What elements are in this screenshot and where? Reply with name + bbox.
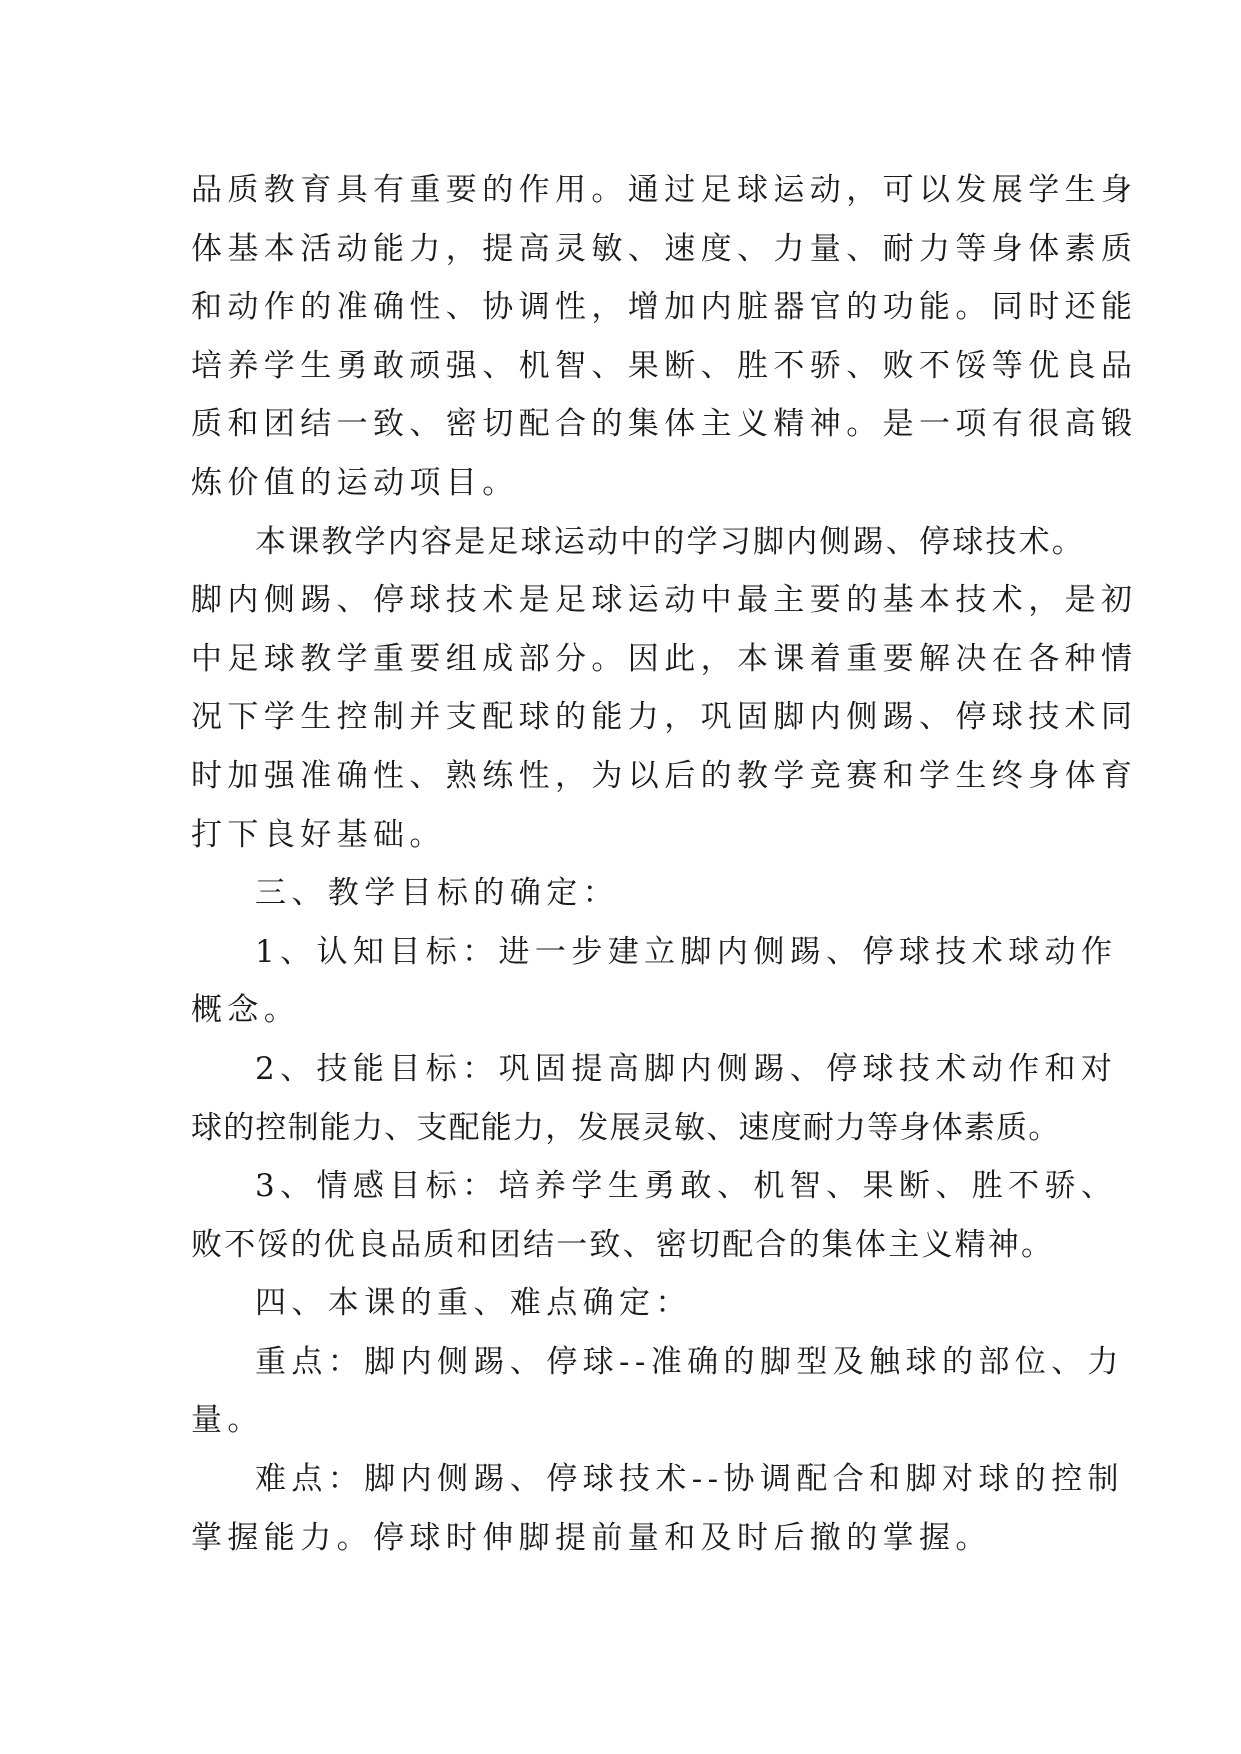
paragraph-start-line: 本课教学内容是足球运动中的学习脚内侧踢、停球技术。 (255, 523, 1085, 560)
text-line: 量。 (191, 1402, 264, 1439)
text-line: 败不馁的优良品质和团结一致、密切配合的集体主义精神。 (191, 1226, 1055, 1263)
text-line: 中足球教学重要组成部分。因此，本课着重要解决在各种情 (191, 640, 1138, 677)
text-line: 球的控制能力、支配能力，发展灵敏、速度耐力等身体素质。 (191, 1109, 1061, 1146)
key-point-item: 重点：脚内侧踢、停球--准确的脚型及触球的部位、力 (255, 1343, 1124, 1380)
goal-item: 2、技能目标：巩固提高脚内侧踢、停球技术动作和对 (255, 1050, 1118, 1087)
text-line: 打下良好基础。 (191, 816, 446, 853)
goal-item: 3、情感目标：培养学生勇敢、机智、果断、胜不骄、 (255, 1168, 1118, 1205)
text-line: 和动作的准确性、协调性，增加内脏器官的功能。同时还能 (191, 289, 1138, 326)
text-line: 炼价值的运动项目。 (191, 464, 519, 501)
text-line: 况下学生控制并支配球的能力，巩固脚内侧踢、停球技术同 (191, 699, 1138, 736)
section-heading: 三、教学目标的确定： (255, 875, 619, 912)
goal-item: 1、认知目标：进一步建立脚内侧踢、停球技术球动作 (255, 933, 1118, 970)
text-line: 概念。 (191, 992, 301, 1029)
document-body (191, 161, 1138, 1567)
text-line: 品质教育具有重要的作用。通过足球运动，可以发展学生身 (191, 172, 1138, 208)
text-line: 掌握能力。停球时伸脚提前量和及时后撤的掌握。 (191, 1519, 992, 1556)
text-line: 脚内侧踢、停球技术是足球运动中最主要的基本技术，是初 (191, 582, 1138, 619)
text-line: 培养学生勇敢顽强、机智、果断、胜不骄、败不馁等优良品 (191, 347, 1138, 384)
section-heading: 四、本课的重、难点确定： (255, 1285, 692, 1322)
text-line: 质和团结一致、密切配合的集体主义精神。是一项有很高锻 (191, 406, 1138, 443)
text-line: 体基本活动能力，提高灵敏、速度、力量、耐力等身体素质 (191, 230, 1138, 267)
text-line: 时加强准确性、熟练性，为以后的教学竞赛和学生终身体育 (191, 757, 1138, 794)
difficulty-item: 难点：脚内侧踢、停球技术--协调配合和脚对球的控制 (255, 1461, 1124, 1498)
